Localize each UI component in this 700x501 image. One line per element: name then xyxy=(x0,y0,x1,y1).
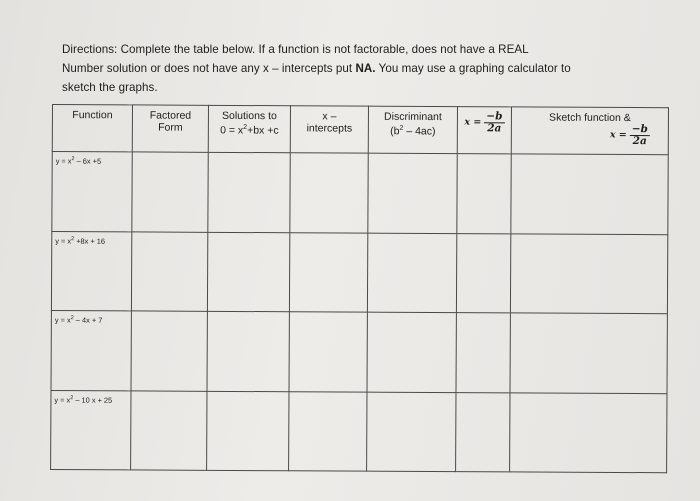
table-row xyxy=(51,390,667,473)
answer-cell[interactable] xyxy=(207,232,289,312)
function-cell-3: $y = x^2 - 4x + 7$ xyxy=(51,310,131,390)
answer-cell[interactable] xyxy=(456,392,510,472)
function-cell-4: $y = x^2 - 10$ x + 25 xyxy=(51,390,131,470)
worksheet-table xyxy=(50,104,669,473)
answer-cell[interactable] xyxy=(456,313,510,393)
header-sketch: Sketch function & x = $\frac{-b}{2a}$ xyxy=(511,107,668,155)
answer-cell[interactable] xyxy=(131,390,207,470)
answer-cell[interactable] xyxy=(131,311,207,391)
answer-cell[interactable] xyxy=(456,233,510,313)
answer-cell[interactable] xyxy=(207,311,289,391)
answer-cell[interactable] xyxy=(289,312,367,392)
answer-cell[interactable] xyxy=(367,392,456,472)
header-x-intercepts: x – intercepts xyxy=(290,106,368,153)
function-cell-2: $y = x^2 +8x + 16$ xyxy=(51,231,131,311)
vertex-fraction: $\frac{-b}{2a}$ xyxy=(484,111,504,134)
header-row xyxy=(52,105,668,155)
table-row xyxy=(51,231,667,314)
sketch-cell[interactable] xyxy=(510,313,667,393)
answer-cell[interactable] xyxy=(367,233,456,313)
answer-cell[interactable] xyxy=(131,231,207,311)
answer-cell[interactable] xyxy=(289,232,367,312)
header-factored-form: Factored Form xyxy=(132,105,208,152)
sketch-cell[interactable] xyxy=(511,154,668,234)
answer-cell[interactable] xyxy=(368,153,457,233)
directions-text xyxy=(62,40,662,97)
answer-cell[interactable] xyxy=(289,391,367,471)
directions-line-1: Directions: Complete the table below. If a function is not factorable, does not have a REAL xyxy=(62,43,529,56)
sketch-fraction: $\frac{-b}{2a}$ xyxy=(630,124,650,147)
table-row xyxy=(52,152,668,235)
sketch-cell[interactable] xyxy=(510,233,667,313)
table-row xyxy=(51,310,667,393)
sketch-cell[interactable] xyxy=(510,392,667,472)
header-discriminant: Discriminant $(b^2 - 4ac)$ xyxy=(368,106,457,153)
directions-line-3: sketch the graphs. xyxy=(62,81,158,94)
function-cell-1: $y = x^2 - 6x +5$ xyxy=(52,152,132,232)
directions-line-2: Number solution or does not have any x – intercepts put NA. You may use a graphing calculator to xyxy=(62,62,571,75)
answer-cell[interactable] xyxy=(457,154,511,234)
header-function: Function xyxy=(52,105,132,152)
answer-cell[interactable] xyxy=(207,391,289,471)
na-bold-text: NA. xyxy=(355,62,376,75)
answer-cell[interactable] xyxy=(367,312,456,392)
answer-cell[interactable] xyxy=(208,152,290,232)
header-vertex-formula: x = $\frac{-b}{2a}$ xyxy=(457,107,511,154)
answer-cell[interactable] xyxy=(132,152,208,232)
answer-cell[interactable] xyxy=(290,153,368,233)
header-solutions: Solutions to $0 = x^2+bx +c$ xyxy=(208,105,290,152)
